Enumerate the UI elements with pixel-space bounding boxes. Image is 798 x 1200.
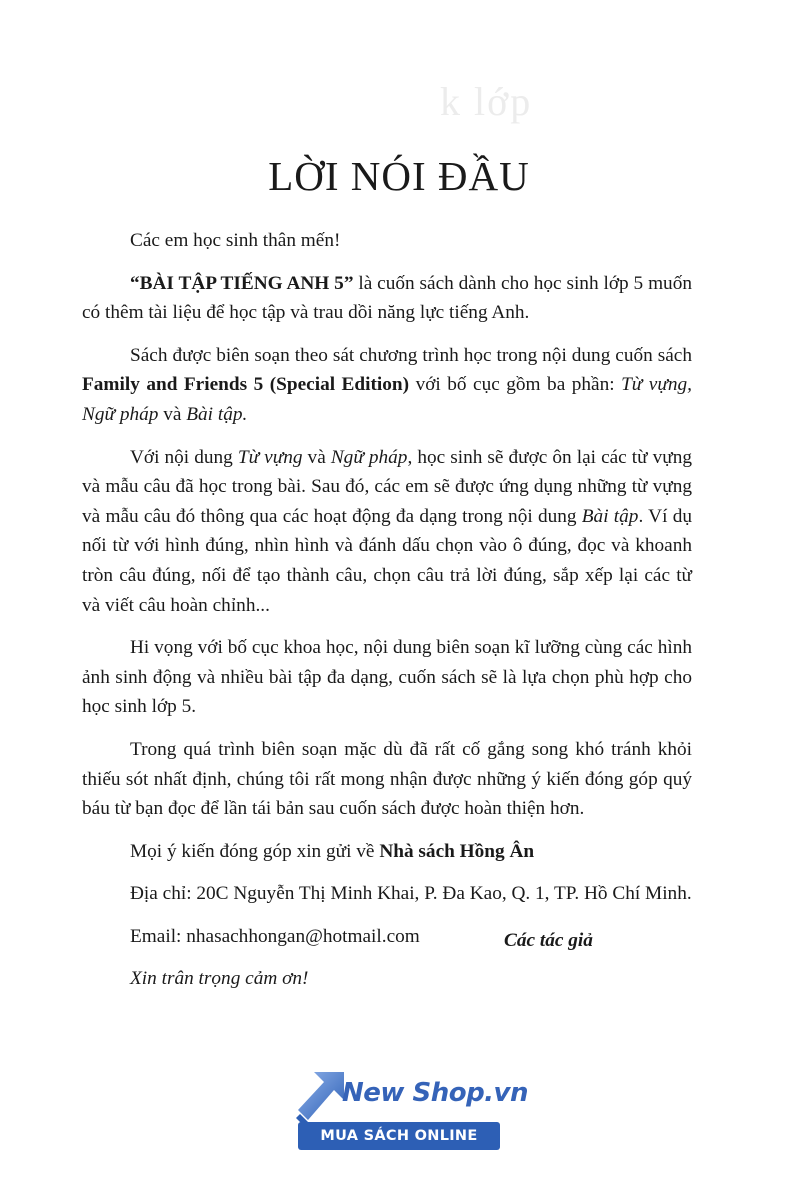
preface-body xyxy=(82,226,692,1007)
arrow-logo-icon xyxy=(296,1070,346,1126)
section-name-vocabulary: Từ vựng xyxy=(237,446,303,468)
closing-text: Xin trân trọng cảm ơn! xyxy=(130,968,309,990)
content-text: . Ví dụ nối từ với hình đúng, nhìn hình và đánh dấu chọn vào ô đúng, đọc và khoanh tròn câu đúng, nối để tạo thành câu, chọn câu trả lời đúng, sắp xếp lại các từ và viết câu hoàn chỉnh... xyxy=(82,505,692,616)
tagline-badge: MUA SÁCH ONLINE xyxy=(298,1122,500,1150)
publisher-name: Nhà sách Hồng Ân xyxy=(379,840,535,862)
section-name-exercises: Bài tập. xyxy=(186,403,248,425)
content-text: , học sinh sẽ được ôn lại các từ vựng và mẫu câu đã học trong bài. Sau đó, các em sẽ được ứng dụng những từ vựng và mẫu câu đó thông qua các hoạt động đa dạng trong nội dung xyxy=(82,446,693,527)
feedback-line xyxy=(82,837,692,867)
paragraph-feedback: Trong quá trình biên soạn mặc dù đã rất cố gắng song khó tránh khỏi thiếu sót nhất định, chúng tôi rất mong nhận được những ý kiến đóng góp quý báu từ bạn đọc để lần tái bản sau cuốn sách được hoàn thiện hơn. xyxy=(82,738,692,820)
closing-line xyxy=(82,964,692,994)
content-text: Với nội dung xyxy=(130,446,238,468)
paragraph-hope: Hi vọng với bố cục khoa học, nội dung biên soạn kĩ lưỡng cùng các hình ảnh sinh động và nhiều bài tập đa dạng, cuốn sách sẽ là lựa chọn phù hợp cho học sinh lớp 5. xyxy=(82,637,692,718)
section-name-vocabulary: Từ vựng, xyxy=(621,374,692,396)
source-book-title: Family and Friends 5 (Special Edition) xyxy=(82,374,410,396)
greeting: Các em học sinh thân mến! xyxy=(130,230,341,251)
section-name-grammar: Ngữ pháp xyxy=(330,446,408,468)
email-line: Email: nhasachhongan@hotmail.com xyxy=(130,925,420,947)
page-title: LỜI NÓI ĐẦU xyxy=(268,153,530,199)
structure-text: và xyxy=(158,403,187,425)
signature: Các tác giả xyxy=(504,930,593,951)
address-line: Địa chỉ: 20C Nguyễn Thị Minh Khai, P. Đa Kao, Q. 1, TP. Hồ Chí Minh. xyxy=(130,883,692,905)
faint-background-text: k lớp xyxy=(440,79,533,124)
paragraph-content xyxy=(82,443,692,621)
content-text: và xyxy=(302,446,331,468)
paragraph-structure xyxy=(82,341,692,430)
newshop-logo xyxy=(296,1070,529,1150)
paragraph-intro xyxy=(82,269,692,328)
section-name-grammar: Ngữ pháp xyxy=(82,403,159,425)
feedback-prefix: Mọi ý kiến đóng góp xin gửi về xyxy=(130,840,380,862)
structure-text: với bố cục gồm ba phần: xyxy=(409,374,622,396)
intro-text: là cuốn sách dành cho học sinh lớp 5 muốn có thêm tài liệu để học tập và trau dồi năng lực tiếng Anh. xyxy=(82,272,692,324)
structure-text: Sách được biên soạn theo sát chương trình học trong nội dung cuốn sách xyxy=(130,344,692,366)
section-name-exercises: Bài tập xyxy=(581,505,639,527)
brand-name: New Shop.vn xyxy=(342,1078,529,1108)
book-title: “BÀI TẬP TIẾNG ANH 5” xyxy=(130,272,354,294)
